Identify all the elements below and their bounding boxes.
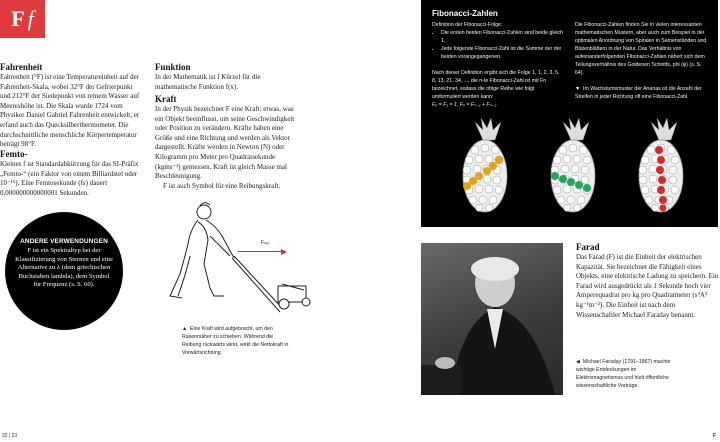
lawnmower-caption: [182, 325, 292, 357]
pineapple-yellow: [463, 118, 507, 212]
lawnmower-illustration: [160, 196, 360, 316]
faraday-caption: [576, 358, 681, 390]
fibonacci-paragraph: Nach dieser Definition ergibt sich die Folge 1, 1, 2, 3, 5, 8, 13, 21, 34, ..., die n-te Fibonacci-Zahl ist mit Fn bezeichnet, sodass die obige Reihe wie folgt umformuliert werden kann:: [432, 70, 560, 100]
fibonacci-right-text: Die Fibonacci-Zahlen finden Sie in vielen interessanten mathematischen Mustern, aber auch zum Beispiel in der optimalen Anordnung von Spiralen in Samenständen und Blütenblättern in der Natur. Das Verhältnis von aufeinanderfolgenden Fibonacci-Zahlen nähert sich dem Teilungsverhältnis des Goldenen Schnitts, phi (φ) (s. S. 64).: [575, 22, 707, 76]
fibonacci-right-column: [575, 21, 709, 101]
fibonacci-formula: F₀ = F₁ = 1, Fₙ = Fₙ₋₁ + Fₙ₋₂: [432, 102, 497, 108]
letter-header: [0, 0, 45, 38]
pineapple-green: [551, 118, 595, 212]
arrow-head-icon: [281, 249, 287, 255]
fahrenheit-section: [0, 62, 140, 150]
fibonacci-bullet-2: • Jede folgende Fibonacci-Zahl ist die Summe der der beiden vorangegangenen.: [441, 45, 564, 61]
fahrenheit-title: Fahrenheit: [0, 62, 43, 72]
fahrenheit-text: Fahrenheit (°F) ist eine Temperatureinheit auf der Fahrenheit-Skala, wobei 32°F der Gefrierpunkt und 212°F der Siedepunkt von reinem Wasser auf Meereshöhe ist. Die Skala wurde 1724 vom Physiker Daniel Gabriel Fahrenheit entwickelt, er erfand auch das Quecksilberthermometer. Die durchschnittliche menschliche Körpertemperatur beträgt 98°F.: [0, 73, 140, 149]
other-uses-text: F ist ein Spektraltyp bei der Klassifizierung von Sternen und eine Alternative zu λ (dem griechischen Buchstaben lambda), dem Symbol für Frequenz (s. S. 60).: [15, 247, 113, 288]
farad-title: Farad: [576, 242, 600, 252]
funktion-text: In der Mathematik ist f Kürzel für die mathematische Funktion f(x).: [155, 73, 261, 91]
lawnmower-caption-text: Eine Kraft wird aufgebracht, um den Rasenmäher zu schieben. Während die Reibung rückwärts wirkt, wirkt die Nettokraft in Vorwärtsrichtung.: [182, 326, 289, 356]
triangle-left-icon: ◀: [576, 359, 580, 365]
pineapple-red: [639, 118, 683, 212]
triangle-up-icon: ▲: [182, 326, 188, 332]
farad-text: Das Farad (F) ist die Einheit der elektrischen Kapazität. Sie bezeichnet die Fähigkeit eines Objekts, eine elektrische Ladung zu speichern. Ein Farad wird ausgedrückt als 1 Sekunde hoch vier Amperequadrat pro kg pro Quadratmeter (s⁴A² kg⁻¹m⁻²). Die Einheit ist nach dem Wissenschaftler Michael Faraday benannt.: [576, 253, 719, 319]
letter-small: f: [27, 6, 34, 31]
pineapple-illustrations: [421, 112, 718, 224]
funktion-section: [155, 62, 295, 92]
funktion-title: Funktion: [155, 62, 191, 72]
faraday-portrait: [421, 243, 563, 395]
farad-section: [576, 242, 720, 320]
net-force-label: Fₙₑₜ: [261, 240, 270, 246]
kraft-title: Kraft: [155, 94, 177, 104]
fibonacci-intro: Definition der Fibonacci-Folge:: [432, 22, 503, 28]
faraday-figure: [421, 243, 563, 395]
fibonacci-title: Fibonacci-Zahlen: [432, 9, 498, 18]
fibonacci-caption-text: Im Wachstumsmuster der Ananas ist die Anzahl der Streifen in jeder Richtung oft eine Fibonacci-Zahl.: [575, 86, 702, 100]
femto-section: [0, 149, 142, 198]
fibonacci-caption: [575, 85, 709, 101]
kraft-text: In der Physik bezeichnet F eine Kraft: etwas, was ein Objekt beeinflusst, um seine Geschwindigkeit oder Position zu verändern. Kräfte haben eine Größe und eine Richtung und werden als Vektor dargestellt. Kräfte werden in Newton (N) oder Kilogramm pro Meter pro Quadratsekunde (kgms⁻²) gemessen. Kraft ist gleich Masse mal Beschleunigung.: [155, 105, 295, 181]
femto-title: Femto-: [0, 149, 28, 159]
fibonacci-box: [421, 0, 718, 227]
other-uses-circle: [5, 212, 123, 330]
letter-cap: F: [11, 6, 25, 31]
kraft-section: [155, 94, 298, 191]
kraft-text-2: F ist auch Symbol für eine Reibungskraft.: [163, 181, 281, 190]
triangle-down-icon: ▼: [575, 86, 581, 92]
page-number-right: F: [713, 433, 717, 439]
faraday-caption-text: Michael Faraday (1791–1867) machte wichtige Entdeckungen im Elektromagnetismus und hielt öffentliche wissenschaftliche Vorträge.: [576, 359, 671, 389]
lawnmower-figure: [160, 196, 360, 316]
fibonacci-definition: [432, 21, 564, 109]
net-force-arrow: [238, 251, 282, 252]
fibonacci-bullet-1: • Die ersten beiden Fibonacci-Zahlen sind beide gleich 1.: [441, 29, 564, 45]
femto-text: Kleines f ist Standardabkürzung für das SI-Präfix „Femto-“ (ein Faktor von einem Billiardstel oder 10⁻¹⁵). Eine Femtosekunde (fs) dauert 0,000000000000001 Sekunden.: [0, 160, 139, 197]
other-uses-title: ANDERE VERWENDUNGEN: [20, 238, 108, 245]
page-number-left: 22 | 23: [2, 433, 18, 439]
